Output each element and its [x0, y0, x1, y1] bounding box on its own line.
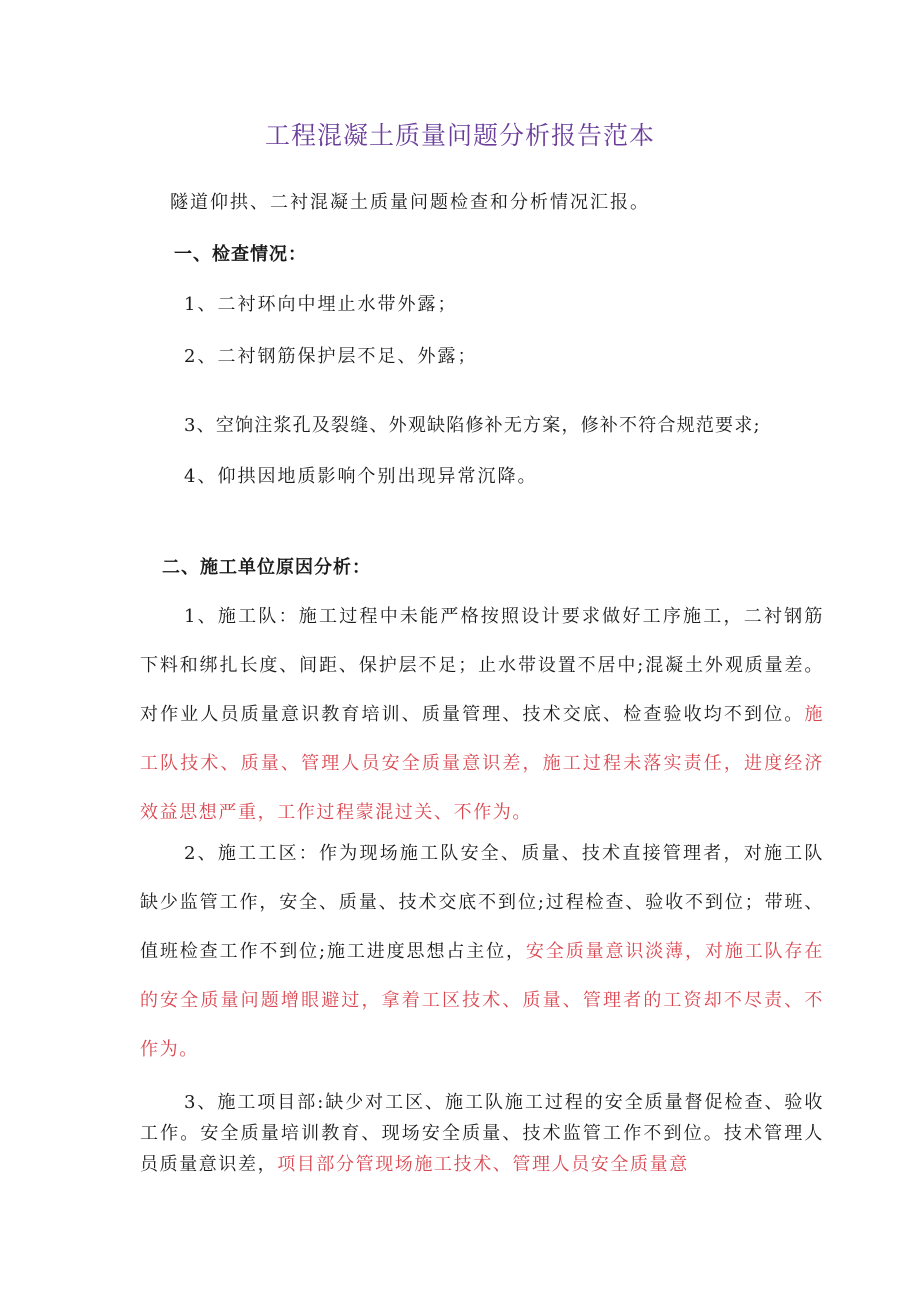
- section2-heading: 二、施工单位原因分析：: [162, 557, 371, 578]
- highlighted-text: 项目部分管现场施工技术、管理人员安全质量意: [277, 1154, 689, 1175]
- section1-heading: 一、检查情况：: [174, 244, 307, 265]
- list-item: 1、二衬环向中埋止水带外露；: [184, 294, 458, 315]
- analysis-paragraph-project-dept: [140, 1087, 824, 1180]
- list-item: 3、空饷注浆孔及裂缝、外观缺陷修补无方案，修补不符合规范要求;: [184, 415, 761, 436]
- analysis-paragraph-team: [140, 592, 824, 837]
- intro-text: 隧道仰拱、二衬混凝土质量问题检查和分析情况汇报。: [170, 192, 650, 213]
- analysis-paragraph-work-area: [140, 829, 824, 1074]
- paragraph-text: 1、施工队：施工过程中未能严格按照设计要求做好工序施工，二衬钢筋下料和绑扎长度、间距、保护层不足；止水带设置不居中;混凝土外观质量差。对作业人员质量意识教育培训、质量管理、技术交底、检查验收均不到位。: [140, 606, 824, 725]
- highlighted-text: 施工队技术、质量、管理人员安全质量意识差，施工过程未落实责任，进度经济效益思想严重，工作过程蒙混过关、不作为。: [140, 704, 824, 823]
- list-item: 4、仰拱因地质影响个别出现异常沉降。: [184, 466, 538, 487]
- paragraph-text: 3、施工项目部:缺少对工区、施工队施工过程的安全质量督促检查、验收工作。安全质量培训教育、现场安全质量、技术监管工作不到位。技术管理人员质量意识差，: [140, 1092, 824, 1175]
- highlighted-text: 安全质量意识淡薄，对施工队存在的安全质量问题增眼避过，拿着工区技术、质量、管理者的工资却不尽责、不作为。: [140, 941, 825, 1060]
- list-item: 2、二衬钢筋保护层不足、外露；: [184, 346, 478, 367]
- paragraph-text: 2、施工工区：作为现场施工队安全、质量、技术直接管理者，对施工队缺少监管工作，安全、质量、技术交底不到位;过程检查、验收不到位；带班、值班检查工作不到位;施工进度思想占主位，: [140, 843, 824, 962]
- document-title: 工程混凝土质量问题分析报告范本: [264, 121, 655, 150]
